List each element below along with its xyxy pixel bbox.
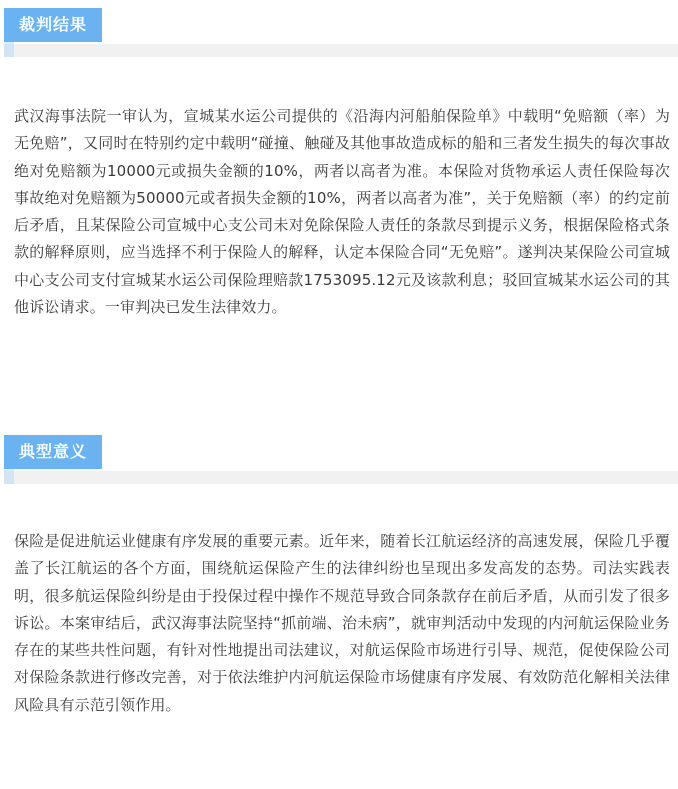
section-judgment-result — [0, 0, 678, 317]
header-underline-band — [4, 471, 678, 484]
section-header — [0, 427, 678, 483]
header-underline-band — [4, 44, 678, 57]
section-title: 典型意义 — [4, 435, 102, 469]
section-typical-significance — [0, 427, 678, 714]
section-title: 裁判结果 — [4, 8, 102, 42]
section-paragraph: 武汉海事法院一审认为，宣城某水运公司提供的《沿海内河船舶保险单》中载明“免赔额（率）为无免赔”，又同时在特别约定中载明“碰撞、触碰及其他事故造成标的船和三者发生损失的每次事故绝对免赔额为10000元或损失金额的10%，两者以高者为准。本保险对货物承运人责任保险每次事故绝对免赔额为50000元或者损失金额的10%，两者以高者为准”，关于免赔额（率）的约定前后矛盾，且某保险公司宣城中心支公司未对免除保险人责任的条款尽到提示义务，根据保险格式条款的解释原则，应当选择不利于保险人的解释，认定本保险合同“无免赔”。遂判决某保险公司宣城中心支公司支付宣城某水运公司保险理赔款1753095.12元及该款利息；驳回宣城某水运公司的其他诉讼请求。一审判决已发生法律效力。 — [14, 107, 670, 317]
section-header — [0, 0, 678, 56]
section-paragraph: 保险是促进航运业健康有序发展的重要元素。近年来，随着长江航运经济的高速发展，保险几乎覆盖了长江航运的各个方面，围绕航运保险产生的法律纠纷也呈现出多发高发的态势。司法实践表明，很多航运保险纠纷是由于投保过程中操作不规范导致合同条款存在前后矛盾，从而引发了很多诉讼。本案审结后，武汉海事法院坚持“抓前端、治未病”，就审判活动中发现的内河航运保险业务存在的某些共性问题，有针对性地提出司法建议，对航运保险市场进行引导、规范，促使保险公司对保险条款进行修改完善，对于依法维护内河航运保险市场健康有序发展、有效防范化解相关法律风险具有示范引领作用。 — [14, 532, 670, 714]
